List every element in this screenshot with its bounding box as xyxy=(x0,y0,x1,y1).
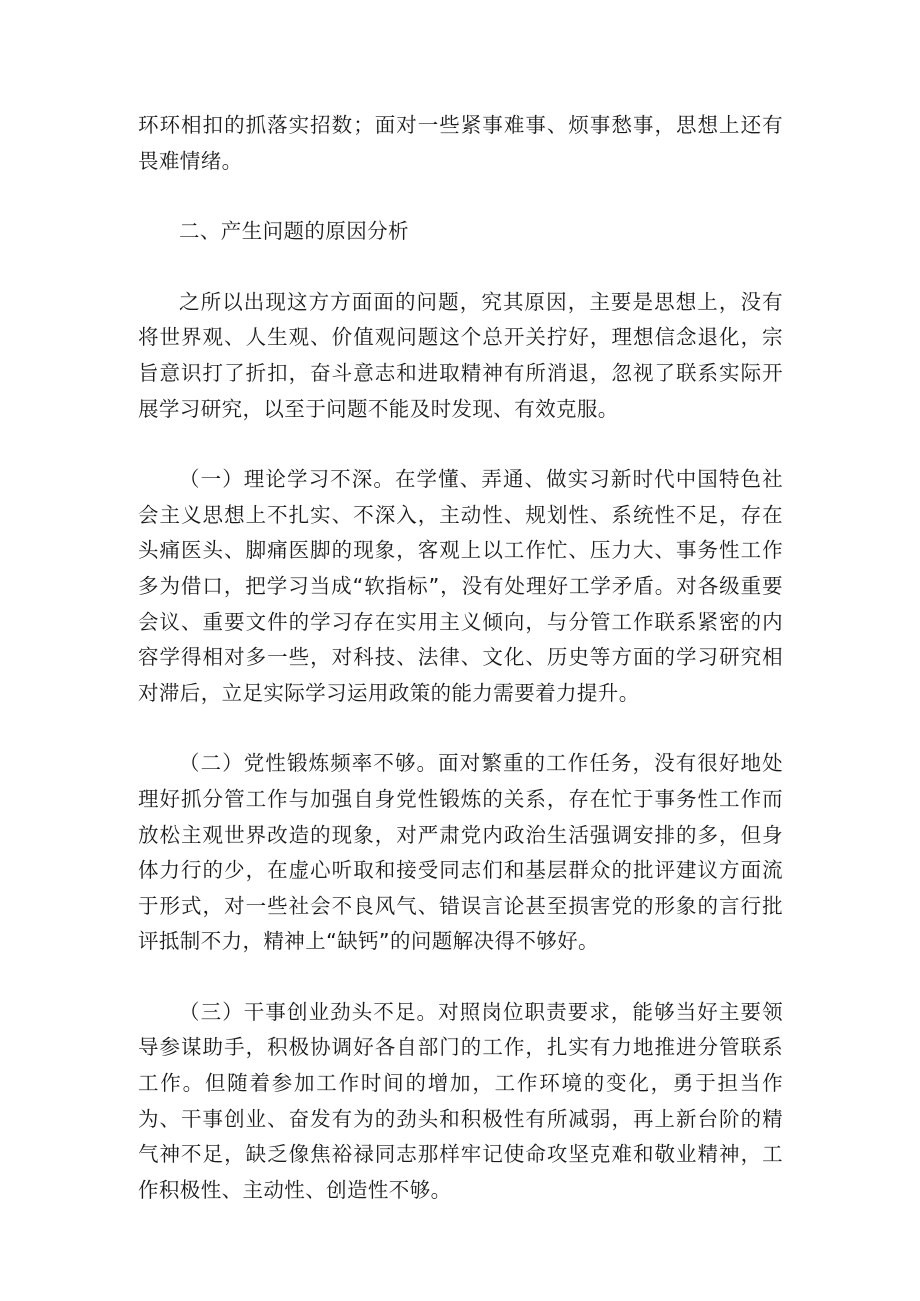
paragraph-point-1: （一）理论学习不深。在学懂、弄通、做实习新时代中国特色社会主义思想上不扎实、不深入，主动性、规划性、系统性不足，存在头痛医头、脚痛医脚的现象，客观上以工作忙、压力大、事务性工作多为借口，把学习当成“软指标”，没有处理好工学矛盾。对各级重要会议、重要文件的学习存在实用主义倾向，与分管工作联系紧密的内容学得相对多一些，对科技、法律、文化、历史等方面的学习研究相对滞后，立足实际学习运用政策的能力需要着力提升。 xyxy=(138,467,783,705)
section-heading: 二、产生问题的原因分析 xyxy=(179,219,409,244)
paragraph-intro: 之所以出现这方方面面的问题，究其原因，主要是思想上，没有将世界观、人生观、价值观问题这个总开关拧好，理想信念退化，宗旨意识打了折扣，奋斗意志和进取精神有所消退，忽视了联系实际开展学习研究，以至于问题不能及时发现、有效克服。 xyxy=(138,289,783,421)
paragraph-point-2: （二）党性锻炼频率不够。面对繁重的工作任务，没有很好地处理好抓分管工作与加强自身党性锻炼的关系，存在忙于事务性工作而放松主观世界改造的现象，对严肃党内政治生活强调安排的多，但身体力行的少，在虚心听取和接受同志们和基层群众的批评建议方面流于形式，对一些社会不良风气、错误言论甚至损害党的形象的言行批评抵制不力，精神上“缺钙”的问题解决得不够好。 xyxy=(138,751,783,954)
paragraph-continuation: 环环相扣的抓落实招数；面对一些紧事难事、烦事愁事，思想上还有畏难情绪。 xyxy=(138,113,783,173)
document-body xyxy=(138,108,783,1208)
paragraph-point-3: （三）干事创业劲头不足。对照岗位职责要求，能够当好主要领导参谋助手，积极协调好各自部门的工作，扎实有力地推进分管联系工作。但随着参加工作时间的增加，工作环境的变化，勇于担当作为、干事创业、奋发有为的劲头和积极性有所减弱，再上新台阶的精气神不足，缺乏像焦裕禄同志那样牢记使命攻坚克难和敬业精神，工作积极性、主动性、创造性不够。 xyxy=(138,999,783,1202)
